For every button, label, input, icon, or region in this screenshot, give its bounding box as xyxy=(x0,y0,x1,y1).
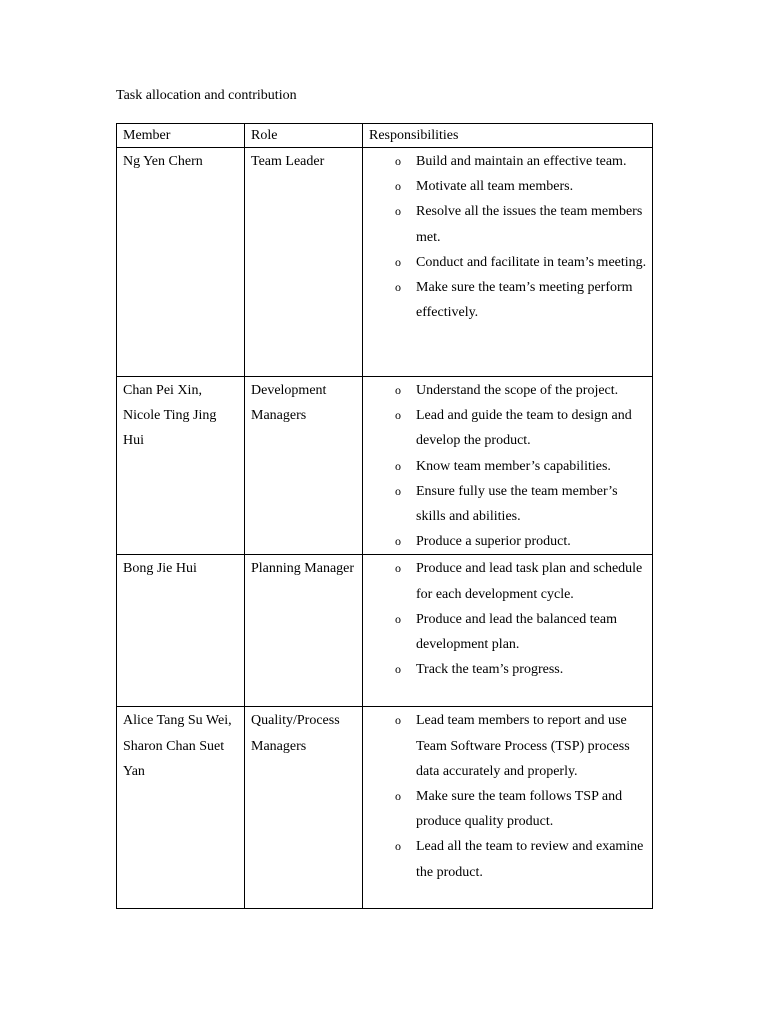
task-allocation-table xyxy=(116,123,653,909)
responsibility-item: o Produce and lead task plan and schedule for each development cycle. xyxy=(363,556,648,606)
header-responsibilities: Responsibilities xyxy=(363,124,653,148)
bullet-icon: o xyxy=(395,713,401,728)
bullet-icon: o xyxy=(395,534,401,549)
bullet-icon: o xyxy=(395,154,401,168)
responsibility-item: o Understand the scope of the project. xyxy=(363,378,648,403)
responsibility-item: o Produce a superior product. xyxy=(363,529,648,554)
bullet-icon: o xyxy=(395,458,401,473)
responsibility-item: o Ensure fully use the team member’s skills and abilities. xyxy=(363,479,648,529)
responsibility-item: o Resolve all the issues the team members met. xyxy=(363,199,648,249)
responsibility-list xyxy=(363,148,652,325)
member-cell: Alice Tang Su Wei, Sharon Chan Suet Yan xyxy=(117,707,245,909)
table-header-row xyxy=(117,124,653,148)
responsibility-item: o Build and maintain an effective team. xyxy=(363,149,648,174)
page-title: Task allocation and contribution xyxy=(116,88,297,103)
header-role: Role xyxy=(245,124,363,148)
responsibility-list xyxy=(363,707,652,884)
responsibility-item: o Know team member’s capabilities. xyxy=(363,454,648,479)
bullet-icon: o xyxy=(395,839,401,854)
bullet-icon: o xyxy=(395,483,401,498)
responsibility-list xyxy=(363,555,652,682)
responsibilities-cell xyxy=(363,555,653,707)
responsibility-item: o Lead and guide the team to design and develop the product. xyxy=(363,403,648,453)
responsibility-item: o Track the team’s progress. xyxy=(363,657,648,682)
table-row xyxy=(117,707,653,909)
responsibilities-cell xyxy=(363,148,653,377)
responsibility-item: o Make sure the team follows TSP and produce quality product. xyxy=(363,784,648,834)
responsibilities-cell xyxy=(363,377,653,555)
role-cell: Planning Manager xyxy=(245,555,363,707)
table-row xyxy=(117,555,653,707)
responsibility-item: o Lead all the team to review and examine the product. xyxy=(363,834,648,884)
bullet-icon: o xyxy=(395,280,401,295)
member-cell: Chan Pei Xin, Nicole Ting Jing Hui xyxy=(117,377,245,555)
role-cell: Quality/Process Managers xyxy=(245,707,363,909)
table-row xyxy=(117,377,653,555)
bullet-icon: o xyxy=(395,662,401,677)
responsibility-item: o Produce and lead the balanced team development plan. xyxy=(363,607,648,657)
bullet-icon: o xyxy=(395,254,401,269)
responsibility-list xyxy=(363,377,652,554)
responsibility-item: o Conduct and facilitate in team’s meeting. xyxy=(363,250,648,275)
header-member: Member xyxy=(117,124,245,148)
bullet-icon: o xyxy=(395,561,401,576)
responsibility-item: o Lead team members to report and use Team Software Process (TSP) process data accurately and properly. xyxy=(363,708,648,784)
bullet-icon: o xyxy=(395,204,401,219)
responsibility-item: o Motivate all team members. xyxy=(363,174,648,199)
bullet-icon: o xyxy=(395,179,401,194)
member-cell: Ng Yen Chern xyxy=(117,148,245,377)
role-cell: Development Managers xyxy=(245,377,363,555)
role-cell: Team Leader xyxy=(245,148,363,377)
responsibility-item: o Make sure the team’s meeting perform effectively. xyxy=(363,275,648,325)
bullet-icon: o xyxy=(395,611,401,626)
bullet-icon: o xyxy=(395,408,401,423)
member-cell: Bong Jie Hui xyxy=(117,555,245,707)
responsibilities-cell xyxy=(363,707,653,909)
table-row xyxy=(117,148,653,377)
bullet-icon: o xyxy=(395,383,401,397)
bullet-icon: o xyxy=(395,789,401,804)
